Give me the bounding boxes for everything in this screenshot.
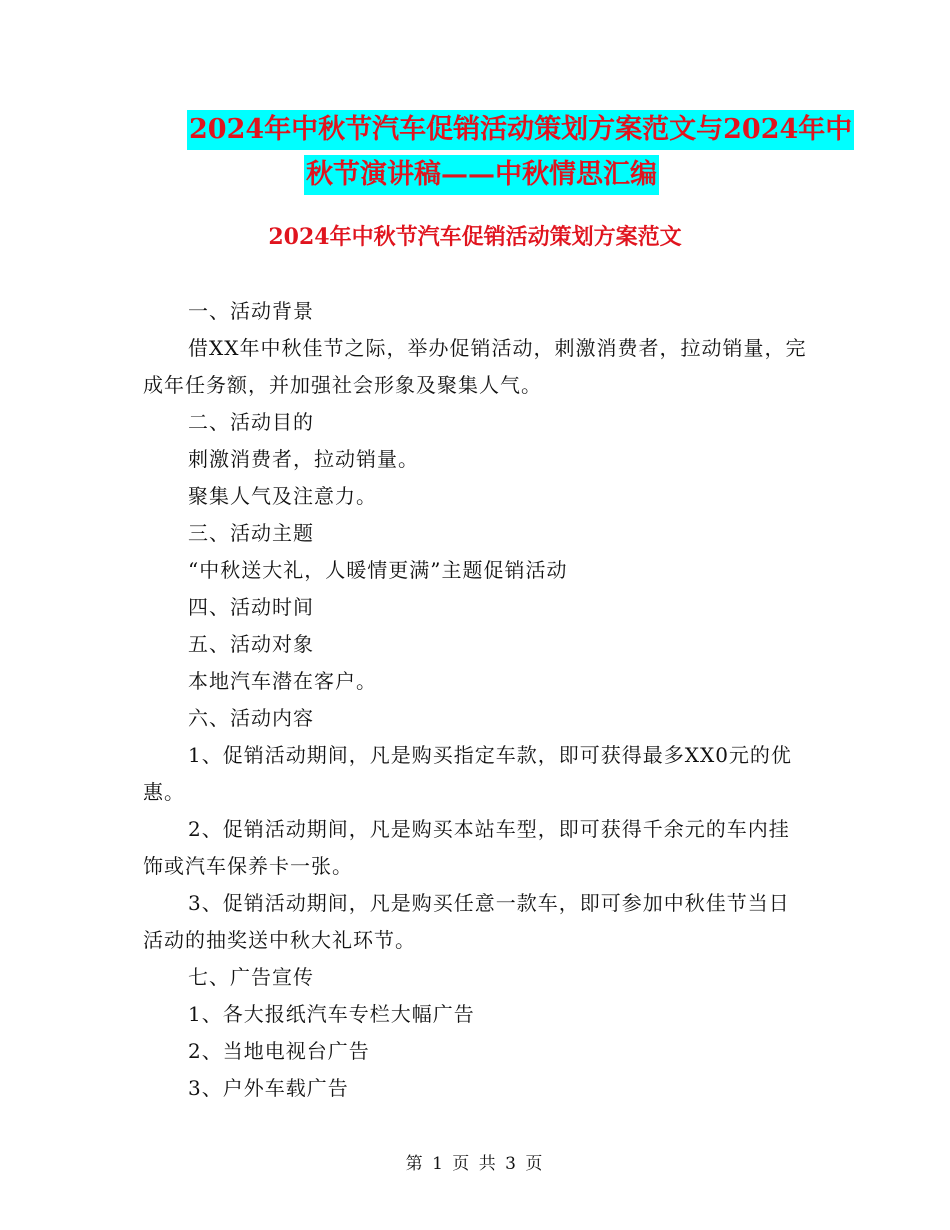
paragraph: 一、活动背景 bbox=[188, 299, 314, 323]
paragraph: 本地汽车潜在客户。 bbox=[188, 669, 377, 693]
paragraph: 四、活动时间 bbox=[188, 595, 314, 619]
title-line-2: 秋节演讲稿——中秋情思汇编 bbox=[304, 155, 659, 195]
title-line-1: 2024年中秋节汽车促销活动策划方案范文与2024年中 bbox=[187, 110, 854, 150]
paragraph: 五、活动对象 bbox=[188, 632, 314, 656]
paragraph: 2、当地电视台广告 bbox=[188, 1039, 370, 1063]
paragraph: 七、广告宣传 bbox=[188, 965, 314, 989]
paragraph: “中秋送大礼，人暖情更满”主题促销活动 bbox=[188, 558, 568, 582]
paragraph: 1、各大报纸汽车专栏大幅广告 bbox=[188, 1002, 475, 1026]
paragraph: 聚集人气及注意力。 bbox=[188, 484, 377, 508]
paragraph: 1、促销活动期间，凡是购买指定车款，即可获得最多XX0元的优惠。 bbox=[143, 743, 792, 804]
paragraph: 3、促销活动期间，凡是购买任意一款车，即可参加中秋佳节当日活动的抽奖送中秋大礼环节。 bbox=[143, 891, 790, 952]
paragraph: 借XX年中秋佳节之际，举办促销活动，刺激消费者，拉动销量，完成年任务额，并加强社会形象及聚集人气。 bbox=[143, 336, 807, 397]
paragraph: 六、活动内容 bbox=[188, 706, 314, 730]
section-heading: 2024年中秋节汽车促销活动策划方案范文 bbox=[268, 224, 682, 250]
page-footer: 第 1 页 共 3 页 bbox=[405, 1154, 545, 1174]
paragraph: 2、促销活动期间，凡是购买本站车型，即可获得千余元的车内挂饰或汽车保养卡一张。 bbox=[143, 817, 790, 878]
paragraph: 二、活动目的 bbox=[188, 410, 314, 434]
paragraph: 三、活动主题 bbox=[188, 521, 314, 545]
paragraph: 3、户外车载广告 bbox=[188, 1076, 349, 1100]
document-body bbox=[143, 293, 808, 1107]
paragraph: 刺激消费者，拉动销量。 bbox=[188, 447, 419, 471]
